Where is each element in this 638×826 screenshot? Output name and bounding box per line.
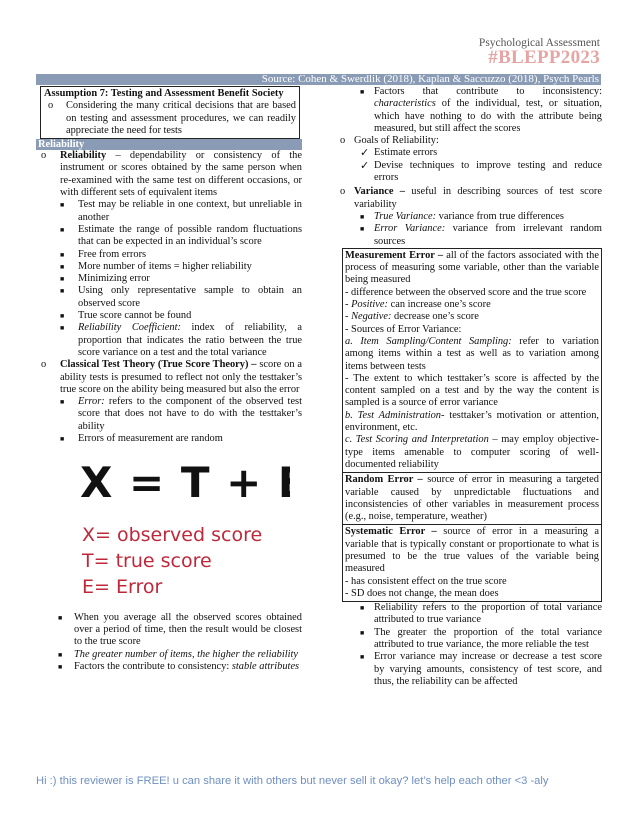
list-item: ■ More number of items = higher reliability <box>60 260 252 272</box>
list-item <box>36 150 302 359</box>
formula-e: E= Error <box>82 576 163 599</box>
systematic-error-box: Systematic Error – source of error in a measuring a variable that is typically constant or proportionate to what is presumed to be the true values of the variable being measured - has consistent effect on the true score - SD does not change, the mean does <box>342 525 602 602</box>
list-item: ■ Factors the contribute to consistency: stable attributes <box>58 660 300 672</box>
square-bullet-icon: ■ <box>58 662 63 671</box>
square-bullet-icon: ■ <box>60 398 65 407</box>
list-item <box>44 100 296 137</box>
source-bar <box>36 74 601 85</box>
formula-main: X = T + E <box>80 458 290 508</box>
assumption7-title: Assumption 7: Testing and Assessment Benefit Society <box>44 88 284 99</box>
square-bullet-icon: ■ <box>60 225 65 234</box>
formula-x: X= observed score <box>82 524 263 547</box>
square-bullet-icon: ■ <box>60 324 65 333</box>
circle-bullet-icon: o <box>340 135 346 147</box>
measurement-error-box: Measurement Error – all of the factors associated with the process of measuring some variable, other than the variable being measured - difference between the observed score and the true score - Positive: can increase one’s score - Negative: decrease one’s score - Sources of Error Variance: a. Item Sampling/Content Sampling: refer to variation among items within a test as well as to variation among items between tests - The extent to which testtaker’s score is affected by the content sampled on a test and by the way the content is sampled is a source of error variance b. Test Administration- testtaker’s motivation or attention, environment, etc. c. Test Scoring and Interpretation – may employ objective-type items amenable to computer scoring of well-documented reliability <box>342 248 602 473</box>
reliability-term: Reliability <box>60 150 107 162</box>
formula-drawing <box>80 453 290 601</box>
square-bullet-icon: ■ <box>360 212 365 221</box>
square-bullet-icon: ■ <box>360 653 365 662</box>
list-item: ■ Minimizing error <box>60 273 150 285</box>
list-item: ■ True score cannot be found <box>60 310 192 322</box>
ctt-term: Classical Test Theory (True Score Theory) – <box>60 359 257 371</box>
subject-title: Psychological Assessment <box>478 37 600 49</box>
square-bullet-icon: ■ <box>60 250 65 259</box>
checkmark-icon: ✓ <box>360 159 370 172</box>
assumption7-box <box>40 86 300 139</box>
circle-bullet-icon: o <box>340 186 346 198</box>
list-item: ■ Free from errors <box>60 248 147 260</box>
left-column <box>36 86 302 673</box>
list-item: ■ Error Variance: variance from irrelevant random sources <box>360 223 603 247</box>
list-item: ■ When you average all the observed scores obtained over a period of time, then the result would be closest to the true score <box>58 611 302 648</box>
checkmark-icon: ✓ <box>360 147 370 160</box>
square-bullet-icon: ■ <box>60 312 65 321</box>
square-bullet-icon: ■ <box>360 628 365 637</box>
circle-bullet-icon: o <box>41 359 47 371</box>
square-bullet-icon: ■ <box>360 88 365 96</box>
hashtag-title: #BLEPP2023 <box>488 47 600 68</box>
list-item: ■ Error: refers to the component of the observed test score that does not have to do with the testtaker’s ability <box>60 396 302 432</box>
list-item: ■ The greater number of items, the higher the reliability <box>58 648 299 660</box>
square-bullet-icon: ■ <box>360 604 365 613</box>
circle-bullet-icon: o <box>48 100 54 112</box>
list-item: o Variance – useful in describing sources of test score variability <box>340 186 602 210</box>
list-item <box>340 135 602 147</box>
circle-bullet-icon: o <box>41 150 47 162</box>
list-item: ■ Error variance may increase or decrease a test score by varying amounts, consistency of test score, and thus, the reliability can be affected <box>360 651 602 687</box>
list-item: ✓ Estimate errors <box>360 147 438 160</box>
list-item: ■ Estimate the range of possible random fluctuations that can be expected in an individual’s score <box>60 223 302 248</box>
random-error-box: Random Error – source of error in measuring a targeted variable caused by unpredictable fluctuations and inconsistencies of other variables in measurement process (e.g., noise, temperature, weather) <box>342 473 602 525</box>
footer-note: Hi :) this reviewer is FREE! u can share it with others but never sell it okay? let’s help each other <3 -aly <box>36 775 549 787</box>
square-bullet-icon: ■ <box>60 201 65 210</box>
list-item: o Classical Test Theory (True Score Theory) – score on a ability tests is presumed to reflect not only the testtaker’s true score on the ability being measured but also the error ■ Error: refers to the component of the observed test score that does not have to do with the testtaker’s ability ■ Errors of measurement are random <box>36 359 302 445</box>
square-bullet-icon: ■ <box>58 650 63 659</box>
list-item: ■ Using only representative sample to obtain an observed score <box>60 285 302 309</box>
assumption7-item: Considering the many critical decisions that are based on testing and assessment procedures, we can readily appreciate the need for tests <box>66 100 296 136</box>
square-bullet-icon: ■ <box>360 225 365 234</box>
formula-t: T= true score <box>82 550 212 573</box>
list-item: ■ The greater the proportion of the total variance attributed to true variance, the more reliable the test <box>360 626 602 651</box>
list-item: ■ Reliability refers to the proportion of total variance attributed to true variance <box>360 602 602 626</box>
reliability-coefficient-term: Reliability Coefficient: <box>78 322 181 334</box>
square-bullet-icon: ■ <box>58 613 63 622</box>
list-item: ■ Errors of measurement are random <box>60 433 223 445</box>
list-item: ■ Test may be reliable in one context, but unreliable in another <box>60 199 302 223</box>
list-item: ■ True Variance: variance from true differences <box>360 210 564 222</box>
reliability-heading: Reliability <box>36 139 302 150</box>
list-item: ■ Factors that contribute to inconsistency: characteristics of the individual, test, or situation, which have nothing to do with the attribute being measured, but still affect the scores <box>360 86 602 134</box>
list-item: ✓ Devise techniques to improve testing and reduce errors <box>360 159 602 184</box>
list-item: ■ Reliability Coefficient: index of reliability, a proportion that indicates the ratio between the true score variance on a test and the total variance <box>60 322 302 358</box>
square-bullet-icon: ■ <box>60 435 65 444</box>
reliability-def: – dependability or consistency of the instrument or scores obtained by the same person when re-examined with the same test on different occasions, or with different sets of equivalent items <box>60 150 302 199</box>
goals-label: Goals of Reliability: <box>354 135 439 147</box>
source-text: Source: Cohen & Swerdlik (2018), Kaplan & Saccuzzo (2018), Psych Pearls <box>261 73 599 85</box>
square-bullet-icon: ■ <box>60 287 65 296</box>
handwritten-formula <box>80 453 302 605</box>
square-bullet-icon: ■ <box>60 262 65 271</box>
right-column <box>340 86 602 688</box>
square-bullet-icon: ■ <box>60 275 65 284</box>
variance-term: Variance – <box>354 186 405 198</box>
